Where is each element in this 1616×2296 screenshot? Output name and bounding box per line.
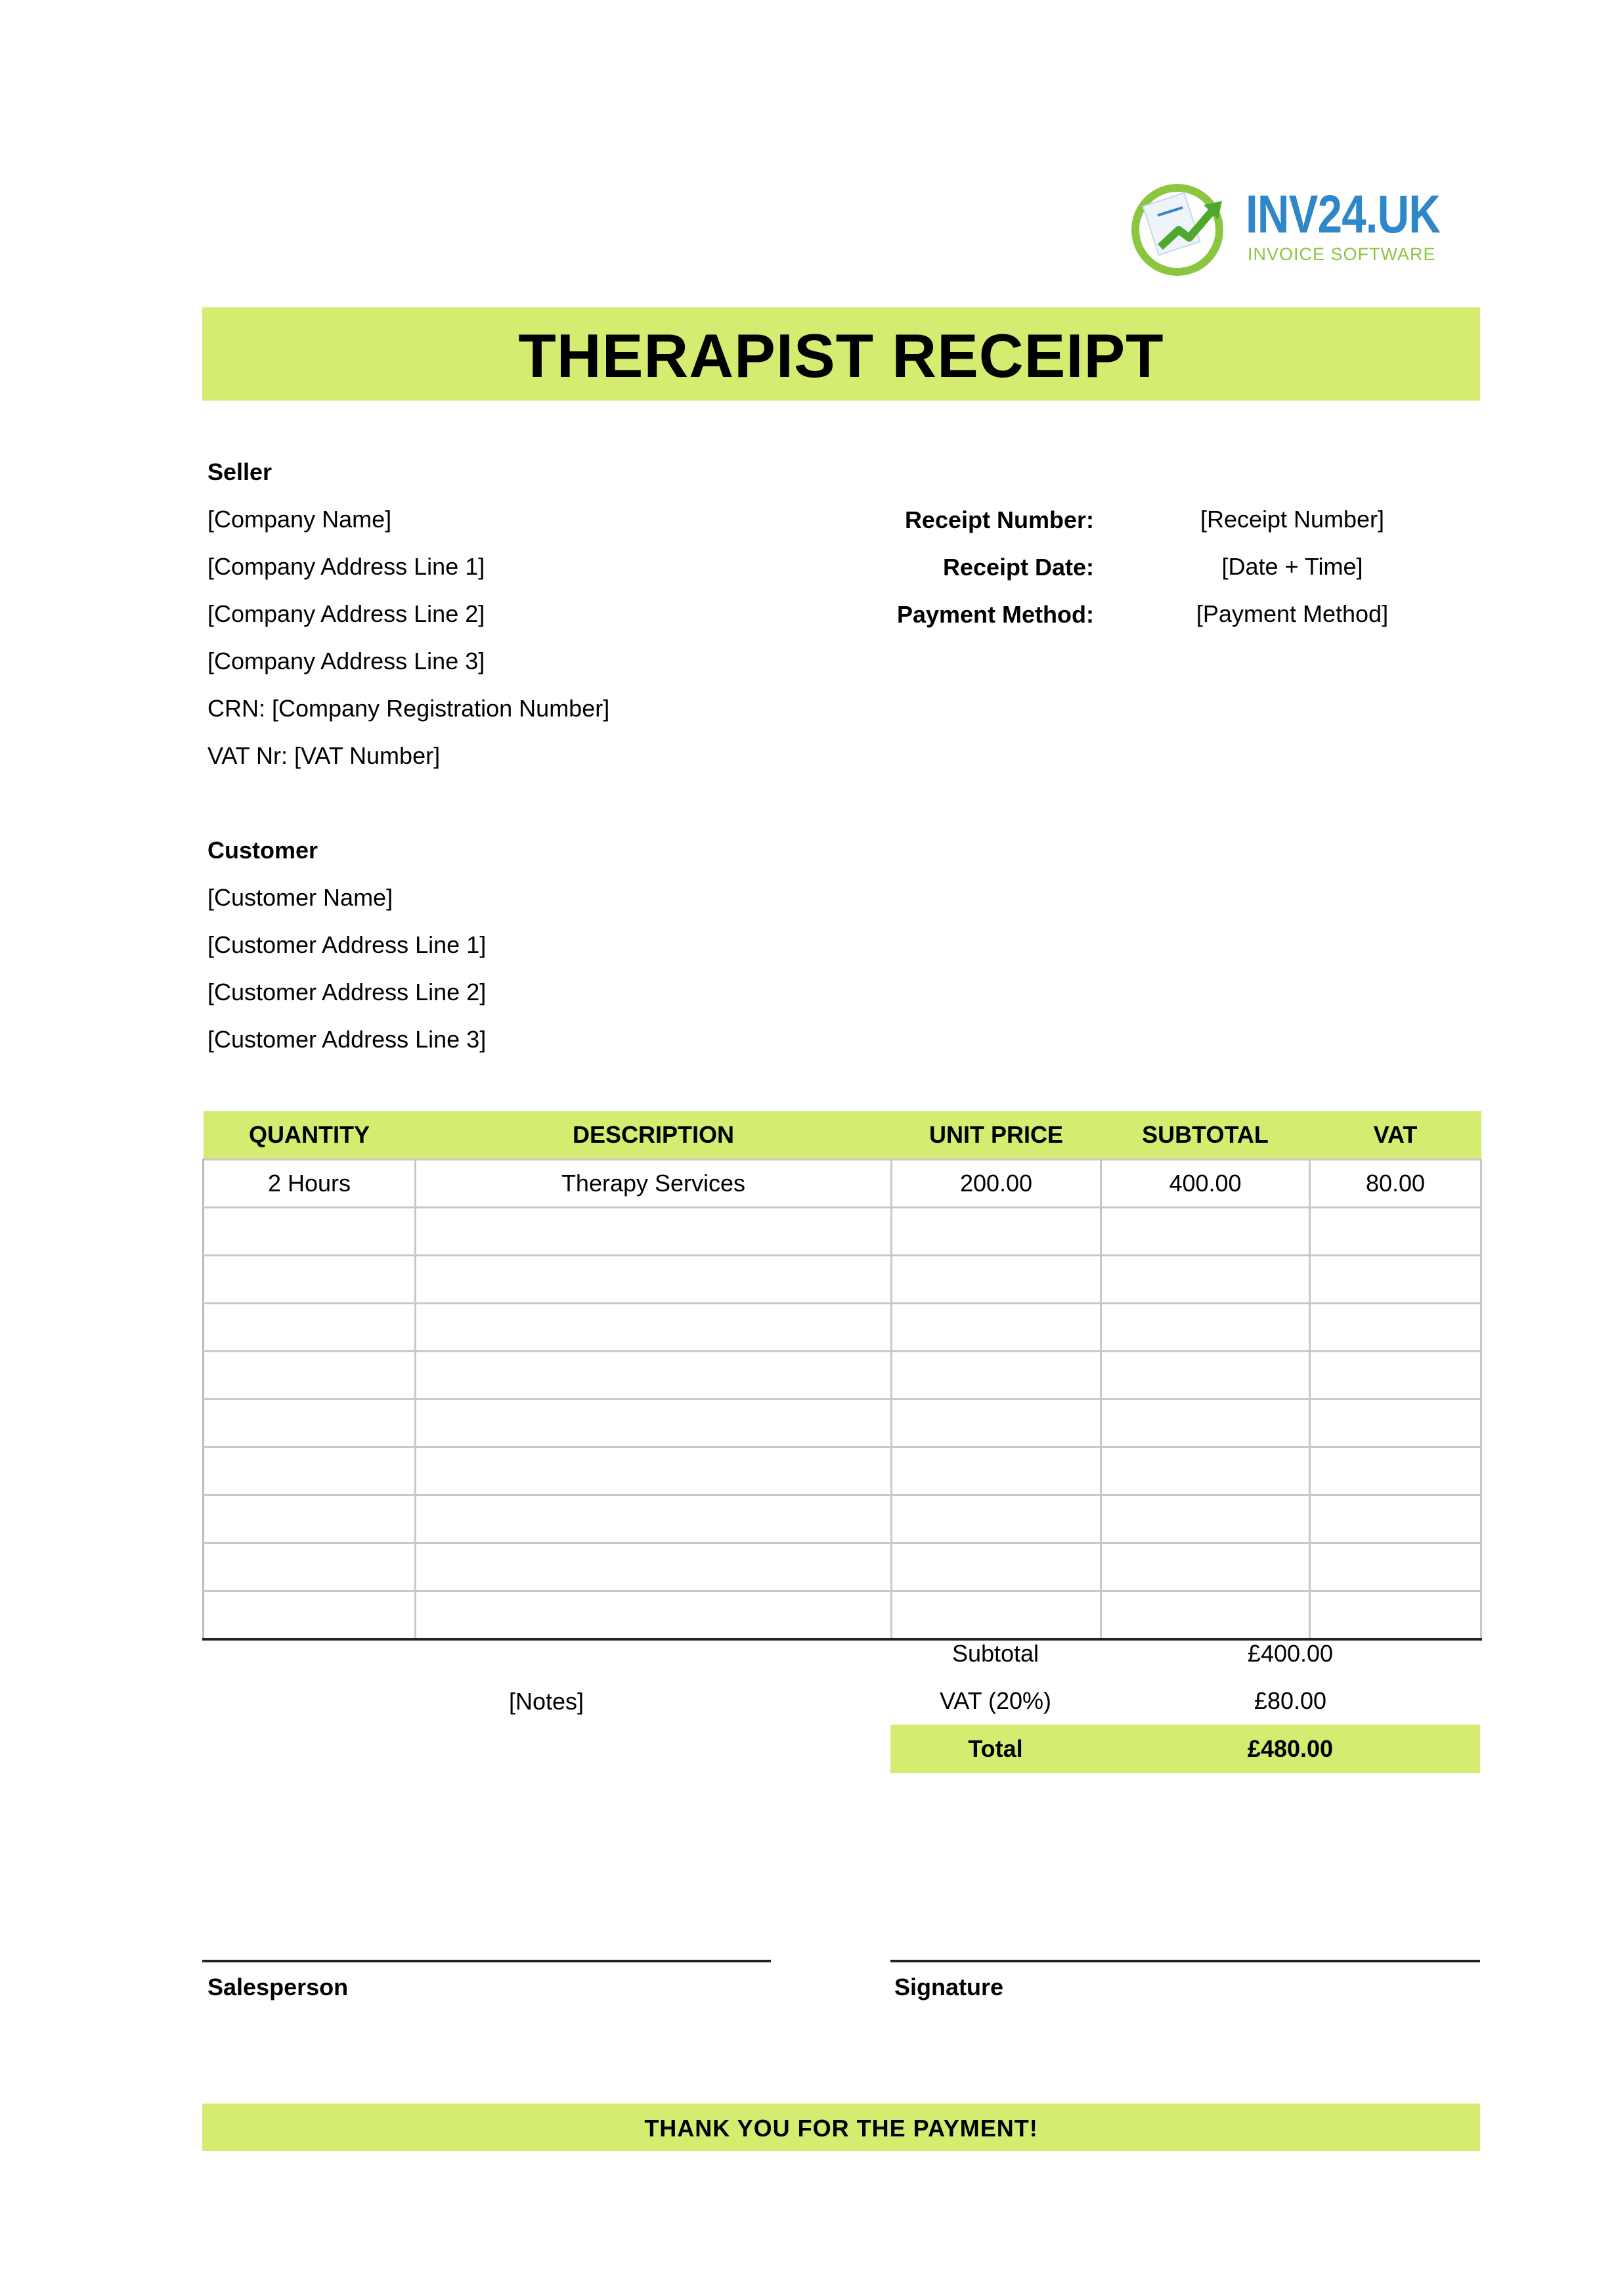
- cell-description: [416, 1400, 892, 1447]
- cell-quantity: [204, 1543, 416, 1591]
- subtotal-value: £400.00: [1247, 1640, 1334, 1667]
- cell-subtotal: [1101, 1447, 1310, 1495]
- customer-name: [Customer Name]: [207, 884, 393, 911]
- cell-unit-price: [892, 1304, 1101, 1352]
- cell-subtotal: 400.00: [1101, 1160, 1310, 1208]
- cell-subtotal: [1101, 1400, 1310, 1447]
- header-vat: VAT: [1310, 1111, 1481, 1160]
- cell-vat: [1310, 1591, 1481, 1640]
- table-row: [204, 1160, 1481, 1208]
- cell-unit-price: [892, 1256, 1101, 1304]
- vat-total-label: VAT (20%): [939, 1687, 1052, 1714]
- line-items-table: [202, 1111, 1482, 1641]
- grand-total-label: Total: [968, 1735, 1023, 1762]
- table-row: [204, 1352, 1481, 1400]
- table-row: [204, 1304, 1481, 1352]
- cell-unit-price: [892, 1447, 1101, 1495]
- cell-description: [416, 1256, 892, 1304]
- table-row: [204, 1495, 1481, 1543]
- cell-subtotal: [1101, 1591, 1310, 1640]
- page-title: THERAPIST RECEIPT: [518, 321, 1164, 390]
- cell-description: [416, 1447, 892, 1495]
- cell-vat: [1310, 1352, 1481, 1400]
- seller-heading: Seller: [207, 458, 273, 485]
- cell-unit-price: 200.00: [892, 1160, 1101, 1208]
- subtotal-label: Subtotal: [951, 1640, 1039, 1667]
- seller-vat-number: VAT Nr: [VAT Number]: [207, 742, 441, 769]
- cell-quantity: [204, 1208, 416, 1256]
- table-header-row: [204, 1111, 1481, 1160]
- table-row: [204, 1591, 1481, 1640]
- cell-subtotal: [1101, 1208, 1310, 1256]
- cell-subtotal: [1101, 1304, 1310, 1352]
- grand-total-value: £480.00: [1247, 1735, 1334, 1762]
- customer-address-line-3: [Customer Address Line 3]: [207, 1026, 487, 1053]
- title-band: [202, 307, 1480, 401]
- cell-unit-price: [892, 1208, 1101, 1256]
- notes-text: [Notes]: [508, 1688, 584, 1715]
- receipt-number-value: [Receipt Number]: [1200, 506, 1385, 533]
- customer-address-line-2: [Customer Address Line 2]: [207, 979, 487, 1005]
- receipt-date-value: [Date + Time]: [1221, 553, 1363, 580]
- seller-address-line-3: [Company Address Line 3]: [207, 648, 485, 674]
- customer-address-line-1: [Customer Address Line 1]: [207, 931, 487, 958]
- cell-quantity: [204, 1256, 416, 1304]
- thank-you-band: [202, 2104, 1480, 2151]
- customer-heading: Customer: [207, 837, 318, 864]
- table-row: [204, 1543, 1481, 1591]
- table-row: [204, 1256, 1481, 1304]
- signature-line: [890, 1960, 1480, 1962]
- brand-logo: [1126, 179, 1441, 277]
- vat-total-value: £80.00: [1254, 1687, 1327, 1714]
- header-subtotal: SUBTOTAL: [1101, 1111, 1310, 1160]
- cell-vat: 80.00: [1310, 1160, 1481, 1208]
- cell-quantity: [204, 1400, 416, 1447]
- header-unit-price: UNIT PRICE: [892, 1111, 1101, 1160]
- cell-description: [416, 1591, 892, 1640]
- header-quantity: QUANTITY: [204, 1111, 416, 1160]
- table-row: [204, 1208, 1481, 1256]
- cell-quantity: [204, 1304, 416, 1352]
- seller-address-line-1: [Company Address Line 1]: [207, 553, 485, 580]
- cell-unit-price: [892, 1352, 1101, 1400]
- salesperson-label: Salesperson: [207, 1974, 349, 2000]
- seller-crn: CRN: [Company Registration Number]: [207, 695, 610, 722]
- logo-brand-text: INV24.UK: [1246, 185, 1441, 244]
- header-description: DESCRIPTION: [416, 1111, 892, 1160]
- receipt-date-label: Receipt Date:: [942, 554, 1094, 581]
- cell-vat: [1310, 1495, 1481, 1543]
- cell-description: [416, 1495, 892, 1543]
- cell-unit-price: [892, 1543, 1101, 1591]
- cell-description: Therapy Services: [416, 1160, 892, 1208]
- signature-label: Signature: [894, 1974, 1004, 2000]
- receipt-number-label: Receipt Number:: [904, 506, 1094, 533]
- cell-description: [416, 1543, 892, 1591]
- cell-unit-price: [892, 1591, 1101, 1640]
- cell-subtotal: [1101, 1352, 1310, 1400]
- cell-description: [416, 1304, 892, 1352]
- cell-vat: [1310, 1256, 1481, 1304]
- cell-description: [416, 1352, 892, 1400]
- seller-address-line-2: [Company Address Line 2]: [207, 600, 485, 627]
- cell-unit-price: [892, 1400, 1101, 1447]
- cell-quantity: [204, 1447, 416, 1495]
- thank-you-message: THANK YOU FOR THE PAYMENT!: [644, 2115, 1038, 2142]
- cell-vat: [1310, 1208, 1481, 1256]
- salesperson-signature-line: [202, 1960, 771, 1962]
- logo-emblem-icon: [1126, 179, 1231, 277]
- payment-method-label: Payment Method:: [896, 601, 1094, 628]
- table-row: [204, 1400, 1481, 1447]
- cell-quantity: [204, 1591, 416, 1640]
- logo-tagline: INVOICE SOFTWARE: [1248, 244, 1436, 264]
- cell-vat: [1310, 1543, 1481, 1591]
- cell-vat: [1310, 1400, 1481, 1447]
- cell-vat: [1310, 1304, 1481, 1352]
- cell-quantity: 2 Hours: [204, 1160, 416, 1208]
- cell-unit-price: [892, 1495, 1101, 1543]
- cell-subtotal: [1101, 1256, 1310, 1304]
- seller-company-name: [Company Name]: [207, 506, 392, 533]
- cell-subtotal: [1101, 1495, 1310, 1543]
- cell-subtotal: [1101, 1543, 1310, 1591]
- cell-quantity: [204, 1352, 416, 1400]
- cell-vat: [1310, 1447, 1481, 1495]
- cell-quantity: [204, 1495, 416, 1543]
- cell-description: [416, 1208, 892, 1256]
- table-row: [204, 1447, 1481, 1495]
- payment-method-value: [Payment Method]: [1196, 600, 1389, 627]
